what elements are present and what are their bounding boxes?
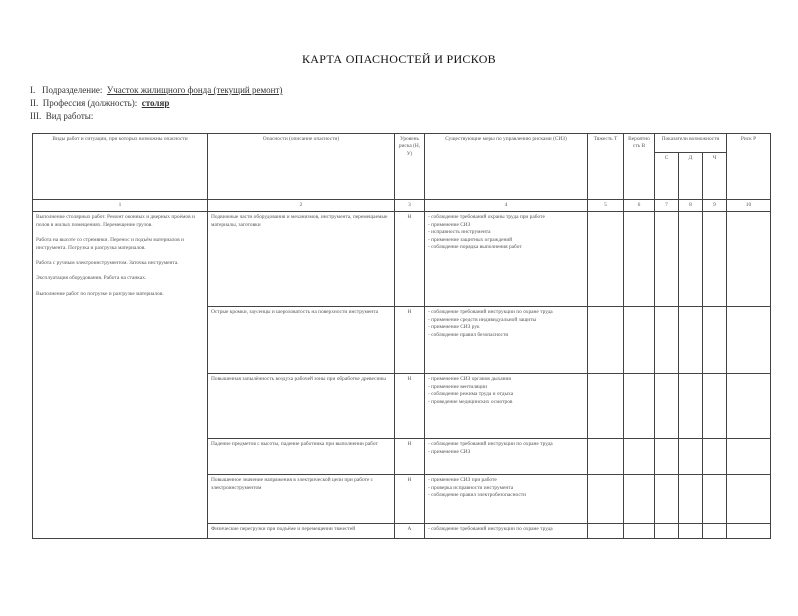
measures-cell [425,524,588,539]
col-number: 9 [703,200,727,212]
empty-cell [679,212,703,307]
measure-item: - соблюдение требований охраны труда при работе [428,214,545,221]
empty-cell [655,439,679,475]
empty-cell [727,212,771,307]
measure-item: - проведение медицинских осмотров [428,398,513,405]
col-header-risk: Риск Р [727,134,771,200]
header-subdivision-label: Подразделение: [42,85,103,95]
hazard-cell: Физические перегрузки при подъёме и перемещении тяжестей [208,524,395,539]
works-paragraph: Выполнение работ по погрузке и разгрузке материалов. [36,290,164,297]
level-cell: Н [395,307,425,374]
empty-cell [588,374,624,439]
hazard-cell: Повышенная запылённость воздуха рабочей зоны при обработке древесины [208,374,395,439]
empty-cell [703,524,727,539]
empty-cell [679,307,703,374]
header-subdivision-marker: I. [30,85,36,95]
empty-cell [679,475,703,524]
measure-item: - соблюдение требований инструкции по охране труда [428,526,553,533]
empty-cell [727,475,771,524]
hazard-cell: Повышенное значение напряжения в электрической цепи при работе с электроинструментом [208,475,395,524]
measure-item: - соблюдение требований инструкции по охране труда [428,309,553,316]
empty-cell [624,475,655,524]
measure-item: - применение СИЗ рук [428,324,480,331]
measure-item: - соблюдение правил безопасности [428,331,509,338]
empty-cell [588,307,624,374]
empty-cell [655,475,679,524]
header-profession-label: Профессия (должность): [42,98,138,108]
measure-item: - применение средств индивидуальной защиты [428,316,537,323]
measures-cell [425,307,588,374]
measures-cell [425,439,588,475]
empty-cell [624,374,655,439]
col-header-severity: Тяжесть Т [588,134,624,200]
measure-item: - соблюдение режима труда и отдыха [428,391,514,398]
empty-cell [727,307,771,374]
works-paragraph: Эксплуатация оборудования. Работа на станках. [36,275,147,282]
col-number: 5 [588,200,624,212]
empty-cell [588,212,624,307]
measure-item: - применение СИЗ органов дыхания [428,376,511,383]
hazard-cell: Падение предметов с высоты, падение работника при выполнении работ [208,439,395,475]
empty-cell [679,439,703,475]
header-subdivision [30,85,282,95]
measure-item: - применение СИЗ [428,221,471,228]
empty-cell [703,374,727,439]
measures-cell [425,475,588,524]
empty-cell [727,374,771,439]
measure-item: - применение защитных ограждений [428,236,513,243]
col-header-probability: Вероятность В [624,134,655,200]
col-number: 2 [208,200,395,212]
empty-cell [679,524,703,539]
empty-cell [703,475,727,524]
col-header-level: Уровень риска (Н, У) [395,134,425,200]
col-number: 1 [33,200,208,212]
col-header-hazards: Опасности (описание опасности) [208,134,395,200]
level-cell: Н [395,475,425,524]
col-number: 4 [425,200,588,212]
measure-item: - исправность инструмента [428,229,491,236]
works-paragraph: Выполнение столярных работ. Ремонт оконных и дверных проёмов и полов в жилых помещениях. Перемещение грузов. [36,214,195,228]
works-cell [33,212,208,539]
header-work-type-marker: III. [30,111,42,121]
header-work-type-label: Вид работы: [45,111,94,121]
column-number-row [33,200,771,212]
header-work-type [30,111,93,121]
measure-item: - проверка исправности инструмента [428,484,514,491]
empty-cell [655,374,679,439]
table-header-row [33,134,771,153]
measure-item: - соблюдение правил электробезопасности [428,492,526,499]
col-header-measures: Существующие меры по управлению рисками (СИЗ) [425,134,588,200]
level-cell: Н [395,374,425,439]
measures-cell [425,374,588,439]
empty-cell [588,475,624,524]
empty-cell [727,439,771,475]
col-header-s: С [655,153,679,200]
col-number: 7 [655,200,679,212]
col-header-works: Виды работ и ситуации, при которых возможны опасности [33,134,208,200]
empty-cell [703,212,727,307]
measure-item: - применение вентиляции [428,383,488,390]
empty-cell [655,212,679,307]
empty-cell [727,524,771,539]
col-number: 8 [679,200,703,212]
level-cell: Н [395,212,425,307]
measures-cell [425,212,588,307]
risk-table [32,133,771,539]
header-profession [30,98,169,108]
header-subdivision-value: Участок жилищного фонда (текущий ремонт) [106,85,283,95]
hazard-cell: Подвижные части оборудования и механизмов, инструмента, перемещаемые материалы, заготовки [208,212,395,307]
empty-cell [703,307,727,374]
empty-cell [679,374,703,439]
empty-cell [655,524,679,539]
empty-cell [588,524,624,539]
empty-cell [655,307,679,374]
works-paragraph: Работа с ручным электроинструментом. Заточка инструмента. [36,260,179,267]
empty-cell [624,307,655,374]
empty-cell [624,439,655,475]
col-header-d: Д [679,153,703,200]
empty-cell [588,439,624,475]
col-number: 3 [395,200,425,212]
empty-cell [624,524,655,539]
measure-item: - соблюдение порядка выполнения работ [428,244,522,251]
table-row [33,212,771,307]
col-number: 6 [624,200,655,212]
col-header-ch: Ч [703,153,727,200]
measure-item: - применение СИЗ [428,448,471,455]
measure-item: - соблюдение требований инструкции по охране труда [428,441,553,448]
level-cell: Н [395,439,425,475]
level-cell: А [395,524,425,539]
col-header-group: Показатели возможности [655,134,727,153]
empty-cell [703,439,727,475]
empty-cell [624,212,655,307]
header-profession-marker: II. [30,98,39,108]
works-paragraph: Работа на высоте со стремянки. Перенос и подъём материалов и инструмента. Погрузка и разгрузка материалов. [36,237,184,251]
measure-item: - применение СИЗ при работе [428,477,497,484]
hazard-cell: Острые кромки, заусенцы и шероховатость на поверхности инструмента [208,307,395,374]
col-number: 10 [727,200,771,212]
page-title: КАРТА ОПАСНОСТЕЙ И РИСКОВ [302,52,496,66]
header-profession-value: столяр [141,98,170,108]
